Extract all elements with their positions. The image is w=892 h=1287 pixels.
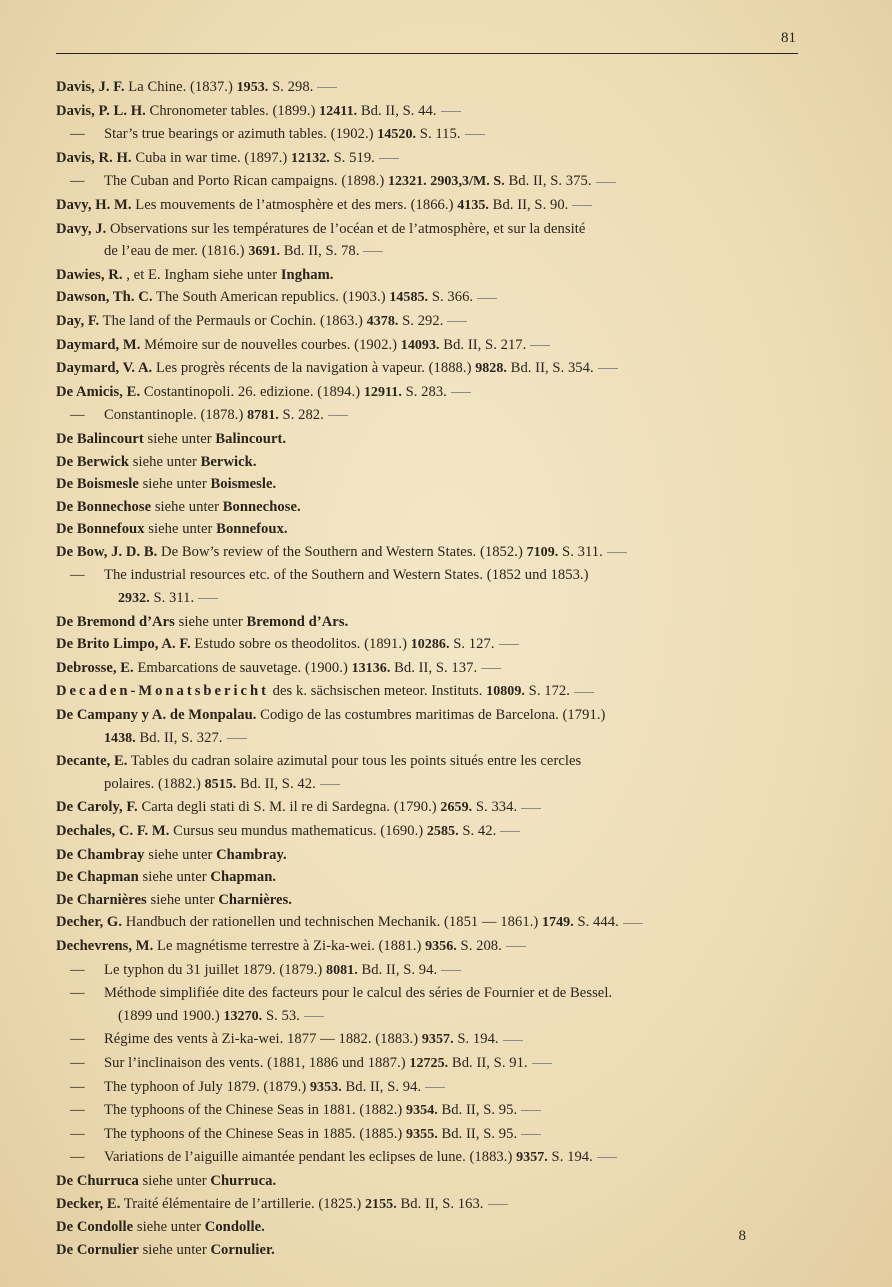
catalog-entry [56, 611, 800, 634]
catalog-entry [56, 381, 800, 405]
entry-number: 8781. [247, 408, 279, 424]
sub-entry [56, 564, 800, 610]
catalog-entry [56, 541, 800, 565]
catalog-entry [56, 704, 800, 750]
catalog-entry [56, 866, 800, 889]
entry-number: 12725. [409, 1055, 449, 1071]
entry-number: 9353. [310, 1079, 342, 1095]
entry-author: De Bonnechose [56, 498, 152, 515]
entry-author: De Bonnefoux [56, 521, 145, 538]
entry-author: Decker, E. [56, 1195, 121, 1212]
catalog-entry [56, 820, 800, 844]
entry-text: Sur l’inclinaison des vents. (1881, 1886 und 1887.) [104, 1054, 406, 1071]
catalog-entry [56, 889, 800, 912]
entry-reference: Charnières. [218, 891, 292, 908]
entry-location: Bd. II, S. 78. [283, 243, 360, 260]
ditto-dash: — [70, 407, 85, 424]
catalog-entry [56, 935, 800, 959]
pencil-tick-mark [499, 644, 519, 645]
pencil-tick-mark [481, 668, 501, 669]
entry-text: Costantinopoli. 26. edizione. (1894.) [143, 383, 361, 400]
entry-text: siehe unter [142, 476, 207, 493]
entry-number: 2585. [426, 824, 459, 839]
entry-text: Régime des vents à Zi-ka-wei. 1877 — 1882. (1883.) [104, 1031, 419, 1048]
entry-reference: Ingham. [280, 266, 334, 283]
pencil-tick-mark [607, 552, 627, 553]
sub-entry [56, 123, 800, 147]
entry-text: siehe unter [147, 430, 212, 447]
entry-author: Dechales, C. F. M. [56, 823, 170, 839]
pencil-tick-mark [503, 1040, 523, 1041]
entry-text: siehe unter [154, 498, 219, 515]
header-rule [56, 53, 798, 54]
entry-number: 8081. [326, 962, 358, 978]
entry-number: 12321. 2903,3/M. S. [387, 174, 505, 190]
entry-number: 9355. [406, 1126, 438, 1142]
entry-location: Bd. II, S. 90. [492, 196, 569, 213]
entry-text: siehe unter [150, 891, 215, 908]
entry-author: De Caroly, F. [56, 799, 138, 816]
entry-text: Codigo de las costumbres maritimas de Barcelona. (1791.) [260, 707, 606, 724]
entry-number: 1438. [104, 730, 136, 746]
catalog-entry [56, 264, 800, 287]
catalog-entry [56, 286, 800, 310]
entry-location: S. 311. [153, 590, 195, 607]
entry-number: 13136. [351, 660, 391, 676]
entry-author: Decher, G. [56, 914, 123, 931]
entry-location: S. 208. [460, 937, 502, 954]
entry-author: De Churruca [56, 1172, 139, 1189]
entry-reference: Chapman. [210, 869, 277, 886]
catalog-entry [56, 657, 800, 681]
ditto-dash: — [70, 1125, 85, 1142]
entry-location: Bd. II, S. 95. [441, 1102, 518, 1119]
entry-location: S. 127. [453, 636, 495, 653]
pencil-tick-mark [465, 134, 485, 135]
pencil-tick-mark [451, 392, 471, 393]
entry-number: 2659. [440, 800, 473, 816]
entry-location: Bd. II, S. 91. [451, 1054, 528, 1071]
entry-text: Méthode simplifiée dite des facteurs pour le calcul des séries de Fournier et de Bessel. [104, 985, 613, 1002]
pencil-tick-mark [488, 1204, 508, 1205]
catalog-entry [56, 796, 800, 820]
entry-number: 9828. [475, 361, 507, 377]
ditto-dash: — [70, 1149, 85, 1166]
entry-number: 4135. [457, 197, 489, 213]
entry-number: 14585. [389, 290, 429, 306]
sub-entry [56, 982, 800, 1028]
entry-reference: Bremond d’Ars. [246, 613, 349, 630]
entry-text: Les progrès récents de la navigation à vapeur. (1888.) [155, 360, 472, 377]
entry-number: 1953. [236, 80, 269, 95]
entry-text: siehe unter [178, 613, 243, 630]
entry-text: The land of the Permauls or Cochin. (1863.) [102, 312, 363, 329]
entry-author: De Boismesle [56, 476, 139, 493]
entry-location: Bd. II, S. 375. [508, 173, 592, 190]
entry-text: The South American republics. (1903.) [155, 289, 386, 306]
pencil-tick-mark [425, 1087, 445, 1088]
entry-text: siehe unter [132, 453, 197, 470]
entry-author: De Condolle [56, 1219, 134, 1236]
ditto-dash: — [70, 1054, 85, 1071]
ditto-dash: — [70, 985, 85, 1002]
pencil-tick-mark [532, 1063, 552, 1064]
catalog-entry [56, 147, 800, 171]
entry-continuation [56, 727, 800, 751]
signature-mark: 8 [738, 1228, 746, 1244]
catalog-entry [56, 750, 800, 796]
sub-entry [56, 959, 800, 983]
entry-author: Dawson, Th. C. [56, 289, 153, 306]
entry-text: The industrial resources etc. of the Southern and Western States. (1852 und 1853.) [104, 567, 589, 584]
entry-text: The typhoon of July 1879. (1879.) [104, 1078, 307, 1095]
pencil-tick-mark [521, 1110, 541, 1111]
entry-author: De Bremond d’Ars [56, 613, 175, 630]
entry-location: Bd. II, S. 137. [394, 659, 478, 676]
entry-reference: Boismesle. [210, 476, 277, 493]
entry-location: S. 311. [562, 543, 603, 560]
entry-location: Bd. II, S. 327. [139, 729, 223, 746]
entry-text: , et E. Ingham siehe unter [126, 266, 278, 283]
sub-entry [56, 404, 800, 428]
entry-continuation [56, 240, 800, 264]
entry-author: Decaden-Monatsbericht [56, 683, 269, 700]
entry-text: Tables du cadran solaire azimutal pour tous les points situés entre les cercles [130, 753, 582, 770]
catalog-entry [56, 218, 800, 264]
entry-author: De Cornulier [56, 1241, 139, 1258]
entry-number: 9354. [406, 1103, 438, 1119]
pencil-tick-mark [506, 946, 526, 947]
sub-entry [56, 1099, 800, 1123]
entry-reference: Churruca. [210, 1172, 277, 1189]
pencil-tick-mark [598, 368, 618, 369]
entry-location: Bd. II, S. 95. [441, 1125, 518, 1142]
entry-number: 1749. [542, 915, 574, 931]
catalog-entry [56, 473, 800, 496]
catalog-entry [56, 451, 800, 474]
entry-number: 9357. [516, 1150, 548, 1166]
pencil-tick-mark [304, 1016, 324, 1017]
entry-continuation [56, 773, 800, 797]
entry-text: Carta degli stati di S. M. il re di Sardegna. (1790.) [141, 799, 437, 816]
entry-author: De Balincourt [56, 430, 144, 447]
entry-location: Bd. II, S. 354. [510, 360, 594, 377]
entry-reference: Bonnechose. [222, 498, 301, 515]
pencil-tick-mark [379, 158, 399, 159]
entry-number: 3691. [248, 244, 281, 260]
entry-author: De Campany y A. de Monpalau. [56, 707, 257, 724]
sub-entry [56, 1052, 800, 1076]
ditto-dash: — [70, 1078, 85, 1095]
entry-text: Cuba in war time. (1897.) [135, 149, 288, 166]
catalog-entry [56, 428, 800, 451]
entry-text: The Cuban and Porto Rican campaigns. (1898.) [104, 173, 385, 190]
entry-number: 13270. [223, 1008, 263, 1024]
sub-entry [56, 1123, 800, 1147]
catalog-entry [56, 518, 800, 541]
catalog-entry [56, 357, 800, 381]
entry-text: Estudo sobre os theodolitos. (1891.) [194, 636, 407, 653]
entry-location: S. 282. [282, 407, 324, 424]
entry-number: 12911. [363, 384, 402, 400]
pencil-tick-mark [447, 321, 467, 322]
entry-text: De Bow’s review of the Southern and Western States. (1852.) [161, 543, 523, 560]
catalog-entry [56, 1239, 800, 1262]
pencil-tick-mark [500, 831, 520, 832]
entry-number: 8515. [204, 776, 237, 792]
entry-author: Dawies, R. [56, 266, 123, 283]
entry-author: Day, F. [56, 312, 100, 329]
entry-author: Daymard, V. A. [56, 360, 153, 377]
entry-text: Le typhon du 31 juillet 1879. (1879.) [104, 961, 323, 978]
pencil-tick-mark [328, 415, 348, 416]
entry-continuation [70, 587, 800, 611]
entry-location: S. 298. [272, 79, 314, 95]
entry-text: Chronometer tables. (1899.) [149, 102, 316, 119]
entry-number: 9356. [425, 938, 457, 954]
entry-number: 12132. [291, 150, 330, 166]
entry-location: S. 283. [405, 383, 447, 400]
pencil-tick-mark [530, 345, 550, 346]
entry-number: 10286. [410, 637, 450, 653]
ditto-dash: — [70, 1102, 85, 1119]
entry-location: S. 519. [333, 149, 375, 166]
entry-text: La Chine. (1837.) [128, 79, 233, 95]
entry-text: Mémoire sur de nouvelles courbes. (1902.) [144, 336, 398, 353]
entry-author: Davis, P. L. H. [56, 102, 146, 119]
catalog-entry [56, 76, 800, 100]
entry-number: 12411. [319, 103, 358, 119]
entry-reference: Chambray. [216, 846, 287, 863]
entry-author: Davy, H. M. [56, 196, 132, 213]
entry-text: The typhoons of the Chinese Seas in 1881. (1882.) [104, 1102, 403, 1119]
entry-author: De Charnières [56, 891, 147, 908]
entry-author: De Chapman [56, 869, 139, 886]
entry-location: S. 194. [551, 1149, 593, 1166]
sub-entry [56, 1076, 800, 1100]
entry-text: Traité élémentaire de l’artillerie. (1825.) [123, 1195, 362, 1212]
entry-text: siehe unter [142, 1172, 207, 1189]
entry-text: Handbuch der rationellen und technischen Mechanik. (1851 — 1861.) [125, 914, 539, 931]
pencil-tick-mark [317, 87, 337, 88]
entry-reference: Cornulier. [210, 1241, 275, 1258]
ditto-dash: — [70, 1031, 85, 1048]
entry-location: Bd. II, S. 44. [360, 102, 437, 119]
entry-number: 10809. [486, 684, 525, 700]
pencil-tick-mark [198, 598, 218, 599]
entry-location: S. 42. [462, 823, 497, 839]
pencil-tick-mark [227, 738, 247, 739]
entry-reference: Bonnefoux. [216, 521, 288, 538]
entry-author: De Berwick [56, 453, 130, 470]
page-number: 81 [781, 30, 796, 46]
entry-text: siehe unter [148, 521, 213, 538]
pencil-tick-mark [597, 1157, 617, 1158]
entry-text: Observations sur les températures de l’océan et de l’atmosphère, et sur la densité [109, 220, 586, 237]
catalog-entry [56, 1170, 800, 1193]
entry-text: Variations de l’aiguille aimantée pendant les eclipses de lune. (1883.) [104, 1149, 513, 1166]
entry-author: Davy, J. [56, 220, 107, 237]
catalog-entry [56, 844, 800, 867]
entry-location: S. 172. [528, 683, 570, 700]
entry-continuation [70, 1005, 800, 1029]
pencil-tick-mark [441, 970, 461, 971]
entry-reference: Berwick. [200, 453, 257, 470]
catalog-entry [56, 310, 800, 334]
pencil-tick-mark [574, 692, 594, 693]
sub-entry [56, 1028, 800, 1052]
entry-text: siehe unter [142, 1241, 207, 1258]
entry-text: siehe unter [142, 869, 207, 886]
catalog-entry [56, 1193, 800, 1217]
ditto-dash: — [70, 126, 85, 143]
entry-location: S. 334. [475, 799, 518, 816]
entry-number: 14093. [400, 337, 440, 353]
entry-number: 2932. [118, 591, 150, 607]
entry-author: Dechevrens, M. [56, 937, 154, 954]
ditto-dash: — [70, 567, 85, 584]
sub-entry [56, 170, 800, 194]
entry-continuation-text: (1899 und 1900.) [118, 1007, 220, 1024]
pencil-tick-mark [320, 784, 340, 785]
entry-text: Constantinople. (1878.) [104, 407, 244, 424]
entry-location: Bd. II, S. 217. [443, 336, 527, 353]
pencil-tick-mark [521, 1134, 541, 1135]
catalog-entry [56, 680, 800, 704]
entry-author: Daymard, M. [56, 336, 141, 353]
entry-location: Bd. II, S. 94. [361, 961, 438, 978]
entry-text: Cursus seu mundus mathematicus. (1690.) [173, 823, 424, 839]
sub-entry [56, 1146, 800, 1170]
entry-text: Embarcations de sauvetage. (1900.) [137, 659, 348, 676]
entry-text: Star’s true bearings or azimuth tables. (1902.) [104, 126, 374, 143]
entry-number: 2155. [365, 1196, 397, 1212]
catalog-entry [56, 496, 800, 519]
entry-continuation-text: de l’eau de mer. (1816.) [104, 243, 245, 260]
entry-author: De Brito Limpo, A. F. [56, 636, 191, 653]
entry-location: S. 53. [265, 1007, 300, 1024]
entry-author: Decante, E. [56, 753, 128, 770]
pencil-tick-mark [572, 205, 592, 206]
pencil-tick-mark [363, 251, 383, 252]
pencil-tick-mark [521, 808, 541, 809]
pencil-tick-mark [596, 182, 616, 183]
entry-text: Les mouvements de l’atmosphère et des mers. (1866.) [135, 196, 454, 213]
catalog-entry [56, 334, 800, 358]
entry-location: S. 115. [419, 126, 461, 143]
entry-text: des k. sächsischen meteor. Instituts. [272, 683, 483, 700]
entry-location: Bd. II, S. 42. [240, 775, 316, 792]
entry-reference: Condolle. [204, 1219, 265, 1236]
entry-author: Debrosse, E. [56, 659, 134, 676]
entry-text: The typhoons of the Chinese Seas in 1885. (1885.) [104, 1125, 403, 1142]
entry-location: S. 444. [577, 914, 619, 931]
entry-number: 7109. [526, 544, 559, 560]
pencil-tick-mark [623, 923, 643, 924]
entry-reference: Balincourt. [215, 430, 287, 447]
entry-continuation-text: polaires. (1882.) [104, 775, 201, 792]
ditto-dash: — [70, 961, 85, 978]
entry-number: 4378. [366, 313, 399, 329]
entry-text: siehe unter [136, 1219, 202, 1236]
entry-author: De Amicis, E. [56, 383, 141, 400]
entry-location: S. 366. [431, 289, 474, 306]
entry-location: Bd. II, S. 163. [400, 1195, 484, 1212]
pencil-tick-mark [441, 111, 461, 112]
ditto-dash: — [70, 173, 85, 190]
entry-location: S. 194. [457, 1031, 499, 1048]
entry-number: 9357. [421, 1032, 454, 1048]
entry-location: Bd. II, S. 94. [345, 1078, 422, 1095]
entry-author: Davis, J. F. [56, 79, 125, 95]
entry-author: Davis, R. H. [56, 149, 132, 166]
entry-text: Le magnétisme terrestre à Zi-ka-wei. (1881.) [157, 937, 422, 954]
entry-author: De Chambray [56, 846, 145, 863]
entry-author: De Bow, J. D. B. [56, 543, 158, 560]
catalog-entry [56, 194, 800, 218]
catalog-entry [56, 1216, 800, 1239]
entry-location: S. 292. [402, 312, 444, 329]
catalog-entry [56, 911, 800, 935]
catalog-entry [56, 633, 800, 657]
catalog-entry [56, 100, 800, 124]
entry-text: siehe unter [148, 846, 213, 863]
entry-number: 14520. [377, 127, 417, 143]
pencil-tick-mark [477, 298, 497, 299]
entry-list [56, 76, 800, 1261]
